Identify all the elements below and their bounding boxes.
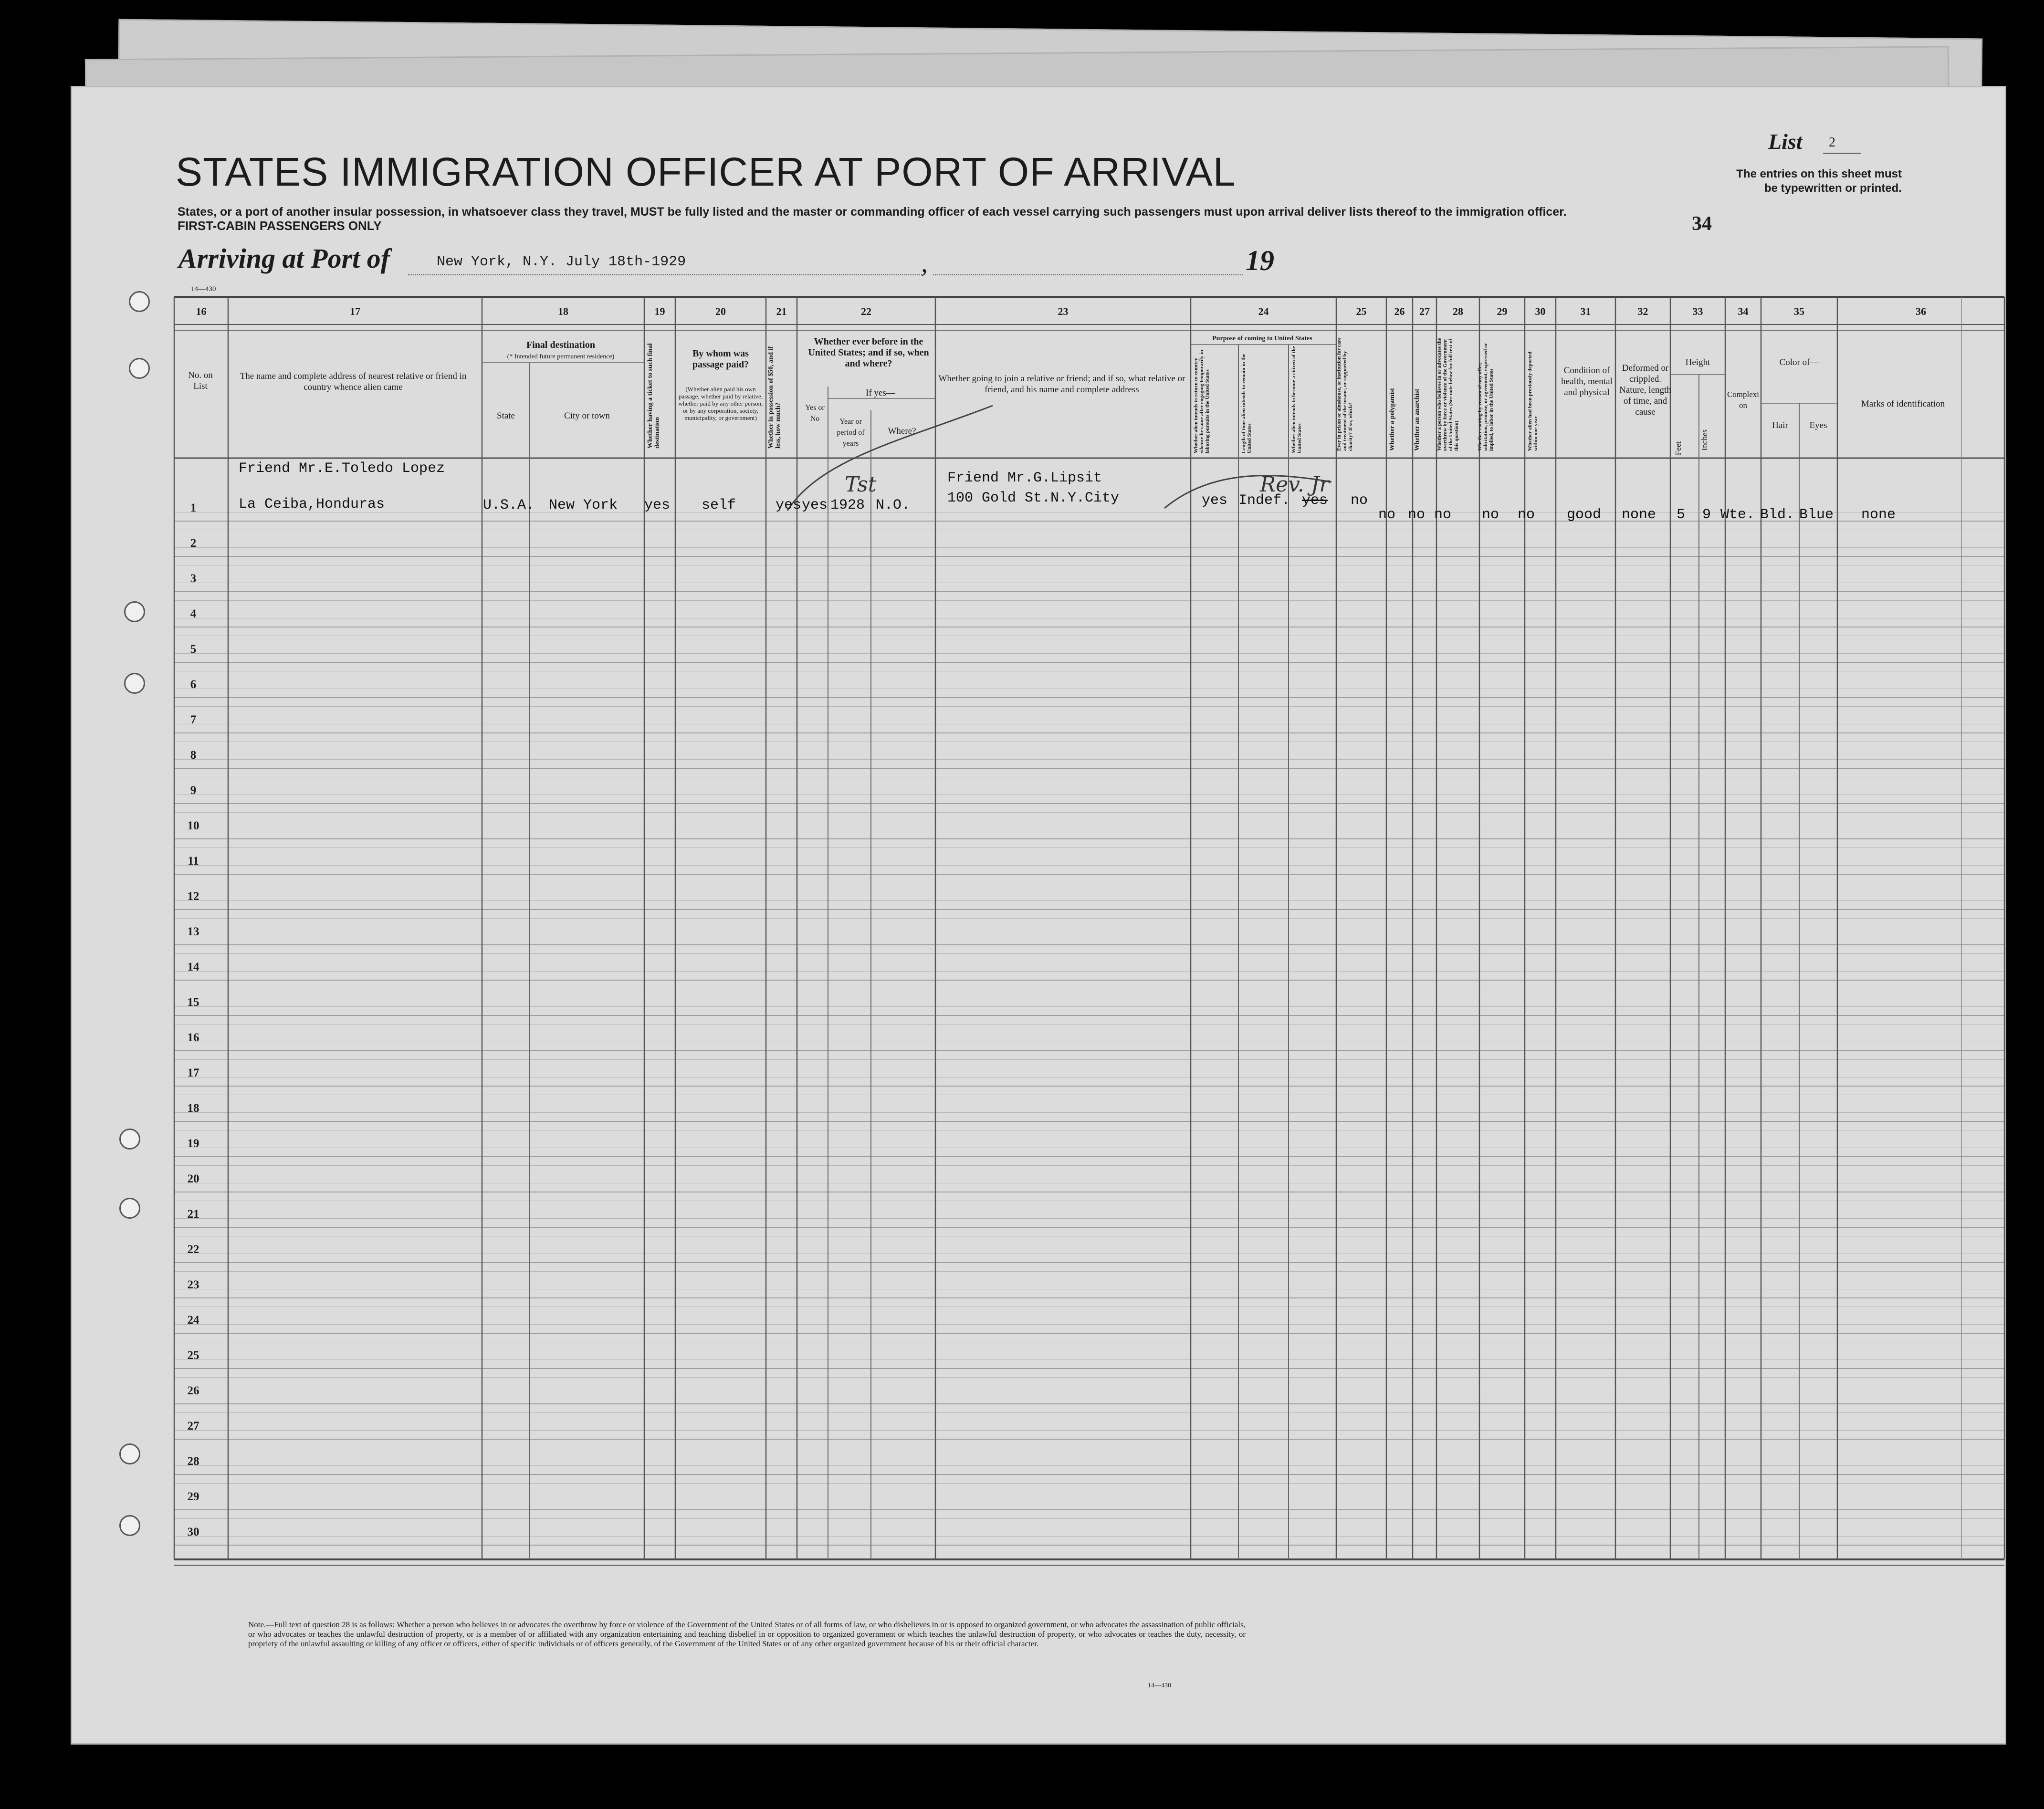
header-citizen-intent: Whether alien intends to become a citizen of the United States <box>1291 346 1302 453</box>
page-title: STATES IMMIGRATION OFFICER AT PORT OF ARRIVAL <box>176 149 1236 194</box>
header-relative: The name and complete address of nearest relative or friend in country whence alien came <box>240 371 467 392</box>
column-number: 25 <box>1356 305 1367 317</box>
column-number: 24 <box>1258 305 1269 317</box>
destination-state: U.S.A. <box>483 497 535 513</box>
column-number: 28 <box>1453 305 1463 317</box>
column-number: 32 <box>1637 305 1648 317</box>
header-prison: Ever in prison or almshouse, or institution for care and treatment of the insane, or supported by charity? If so, which? <box>1336 337 1353 451</box>
column-number: 19 <box>654 305 665 317</box>
health-value: good <box>1567 507 1602 523</box>
column-number: 16 <box>196 305 207 317</box>
year-value: 1928 <box>830 497 865 513</box>
header-health: Condition of health, mental and physical <box>1561 366 1613 397</box>
header-hair: Hair <box>1772 420 1788 430</box>
instructions-text: States, or a port of another insular possession, in whatsoever class they travel, MUST be fully listed and the master or commanding officer of each vessel carrying such passengers must upon arrival deliver lists thereof to the immigration officer. <box>178 205 1567 219</box>
header-return-intent: Whether alien intends to return to country whence he came after engaging temporarily in laboring pursuits in the United States <box>1193 350 1210 453</box>
column-number: 29 <box>1497 305 1508 317</box>
passage-paid-value: self <box>702 497 736 513</box>
header-state: State <box>497 411 515 421</box>
marks-value: none <box>1861 507 1896 523</box>
column-number: 20 <box>715 305 726 317</box>
row-number: 15 <box>187 996 199 1009</box>
page-number: 34 <box>1692 213 1712 235</box>
row-number: 26 <box>187 1384 199 1397</box>
anarchist-value: no <box>1408 507 1426 523</box>
column-number: 27 <box>1419 305 1430 317</box>
header-final-destination-sub: (* Intended future permanent residence) <box>507 353 615 360</box>
where-value: N.O. <box>876 497 911 513</box>
length-of-stay-value: Indef. <box>1238 492 1290 509</box>
polygamist-value: no <box>1378 507 1396 523</box>
column-number: 31 <box>1580 305 1591 317</box>
row-number: 2 <box>190 537 197 550</box>
header-height: Height <box>1685 357 1710 367</box>
column-number: 33 <box>1692 305 1703 317</box>
header-join-relative: Whether going to join a relative or friend; and if so, what relative or friend, and his name and complete address <box>938 374 1185 395</box>
deported-value: no <box>1518 507 1535 523</box>
row-number: 29 <box>187 1490 199 1503</box>
row-number: 9 <box>190 784 197 797</box>
column-number: 17 <box>350 305 360 317</box>
column-number: 35 <box>1794 305 1804 317</box>
row-number: 28 <box>187 1455 199 1468</box>
header-inches: Inches <box>1700 429 1709 451</box>
row-number: 18 <box>187 1102 199 1115</box>
header-color-of: Color of— <box>1779 357 1819 367</box>
join-friend-name: Friend Mr.G.Lipsit <box>947 470 1102 486</box>
header-deported: Whether alien had been previously deported within one year <box>1527 351 1539 451</box>
header-before-us: Whether ever before in the United States; and if so, when and where? <box>808 336 929 369</box>
row-number: 13 <box>187 925 199 938</box>
passenger-class: FIRST-CABIN PASSENGERS ONLY <box>178 219 382 233</box>
header-passage-paid-sub: (Whether alien paid his own passage, whether paid by relative, whether paid by any other person, or by any corporation, society, municipality, or government) <box>678 386 763 421</box>
list-label: List <box>1768 129 1803 154</box>
row-number: 24 <box>187 1314 199 1327</box>
row-number: 4 <box>190 607 197 620</box>
eyes-value: Blue <box>1799 507 1834 523</box>
handwritten-annotation: Tst <box>845 472 877 497</box>
row-number: 20 <box>187 1172 199 1185</box>
column-number: 34 <box>1738 305 1749 317</box>
handwritten-annotation: Rev. Jr <box>1260 472 1330 497</box>
entries-note: The entries on this sheet must be typewritten or printed. <box>1736 167 1902 195</box>
row-number: 3 <box>190 572 197 585</box>
header-city: City or town <box>564 411 610 421</box>
relative-address: La Ceiba,Honduras <box>239 496 385 512</box>
row-number: 23 <box>187 1278 199 1291</box>
complexion-value: Wte. <box>1720 507 1755 523</box>
header-feet: Feet <box>1674 441 1683 456</box>
column-number: 30 <box>1535 305 1546 317</box>
header-if-yes: If yes— <box>866 388 895 398</box>
row-number: 11 <box>188 855 199 868</box>
destination-city: New York <box>549 497 618 513</box>
row-number: 8 <box>190 749 197 762</box>
header-purpose: Purpose of coming to United States <box>1212 335 1312 342</box>
join-friend-address: 100 Gold St.N.Y.City <box>947 490 1120 506</box>
ticket-value: yes <box>644 497 671 513</box>
header-list-no: No. on List <box>188 370 213 391</box>
list-number: 2 <box>1829 135 1835 150</box>
row-number: 7 <box>190 713 197 726</box>
deformed-value: none <box>1622 507 1656 523</box>
row-number: 21 <box>187 1208 199 1221</box>
row-number: 25 <box>187 1349 199 1362</box>
fifty-dollars-value: yes <box>776 497 802 513</box>
row-number: 30 <box>187 1526 199 1538</box>
header-length-of-stay: Length of time alien intends to remain in the United States <box>1241 354 1252 453</box>
header-year: Year or period of years <box>837 418 865 448</box>
row-number: 17 <box>187 1067 199 1079</box>
header-fifty-dollars: Whether in possession of $50, and if less, how much? <box>767 346 782 449</box>
row-number: 1 <box>190 502 197 514</box>
year-prefix: 19 <box>1246 245 1274 276</box>
height-inches-value: 9 <box>1702 507 1711 523</box>
column-number: 36 <box>1916 305 1926 317</box>
port-and-date: New York, N.Y. July 18th-1929 <box>437 254 686 270</box>
labor-offer-value: no <box>1482 507 1499 523</box>
comma-mark: , <box>921 249 928 278</box>
header-polygamist: Whether a polygamist <box>1389 388 1396 451</box>
row-number: 12 <box>187 890 199 903</box>
row-number: 6 <box>190 678 197 691</box>
question-28-note: Note.—Full text of question 28 is as follows: Whether a person who believes in or advocates the overthrow by force or violence of the Government of the United States or of all forms of law, or who disbelieves in or is opposed to organized government, or who advocates the assassination of public officials, or who advocates or teaches the unlawful destruction of property, or is a member of or affiliated with any organization entertaining and teaching disbelief in or opposition to organized government or which teaches the unlawful destruction of property, or who advocates or teaches the duty, necessity, or propriety of the unlawful assaulting or killing of any officer or officers, either of specific individuals or of officers generally, of the Government of the United States or of any other organized government because of his or their official character. <box>248 1620 1246 1648</box>
form-number-bottom: 14—430 <box>1148 1682 1171 1689</box>
header-passage-paid: By whom was passage paid? <box>692 348 749 370</box>
header-final-destination: Final destination <box>526 340 595 350</box>
prison-value: no <box>1351 492 1368 509</box>
header-anarchist: Whether an anarchist <box>1414 388 1421 451</box>
column-number: 21 <box>776 305 787 317</box>
arriving-label: Arriving at Port of <box>178 243 390 274</box>
citizen-intent-value: yes <box>1302 492 1328 509</box>
hair-value: Bld. <box>1760 507 1795 523</box>
height-feet-value: 5 <box>1677 507 1686 523</box>
header-where: Where? <box>888 426 916 436</box>
row-number: 19 <box>187 1137 199 1150</box>
header-labor-offer: Whether coming by reason of any offer, solicitation, promise, or agreement, expressed or implied, to labor in the United States <box>1477 343 1494 451</box>
header-yes-no: Yes or No <box>805 404 825 423</box>
row-number: 16 <box>187 1031 199 1044</box>
column-number: 26 <box>1394 305 1405 317</box>
row-number: 27 <box>187 1420 199 1433</box>
column-number: 23 <box>1058 305 1069 317</box>
header-complexion: Complexion <box>1727 390 1760 410</box>
return-intent-value: yes <box>1202 492 1228 509</box>
header-ticket: Whether having a ticket to such final destination <box>647 343 661 449</box>
relative-name: Friend Mr.E.Toledo Lopez <box>239 460 445 477</box>
header-marks: Marks of identification <box>1861 399 1945 409</box>
form-number-top: 14—430 <box>191 285 216 293</box>
row-number: 5 <box>190 643 197 656</box>
row-number: 22 <box>187 1243 199 1256</box>
row-number: 14 <box>187 961 199 973</box>
header-deformed: Deformed or crippled. Nature, length of time, and cause <box>1619 363 1671 417</box>
column-number: 22 <box>861 305 871 317</box>
header-overthrow: Whether a person who believes in or advocates the overthrow by force or violence of the Government of the United States (See note below for full text of this question) <box>1436 338 1459 451</box>
before-us-value: yes <box>802 497 828 513</box>
row-number: 10 <box>187 819 199 832</box>
column-number: 18 <box>558 305 568 317</box>
overthrow-value: no <box>1434 507 1452 523</box>
header-eyes: Eyes <box>1809 420 1827 430</box>
